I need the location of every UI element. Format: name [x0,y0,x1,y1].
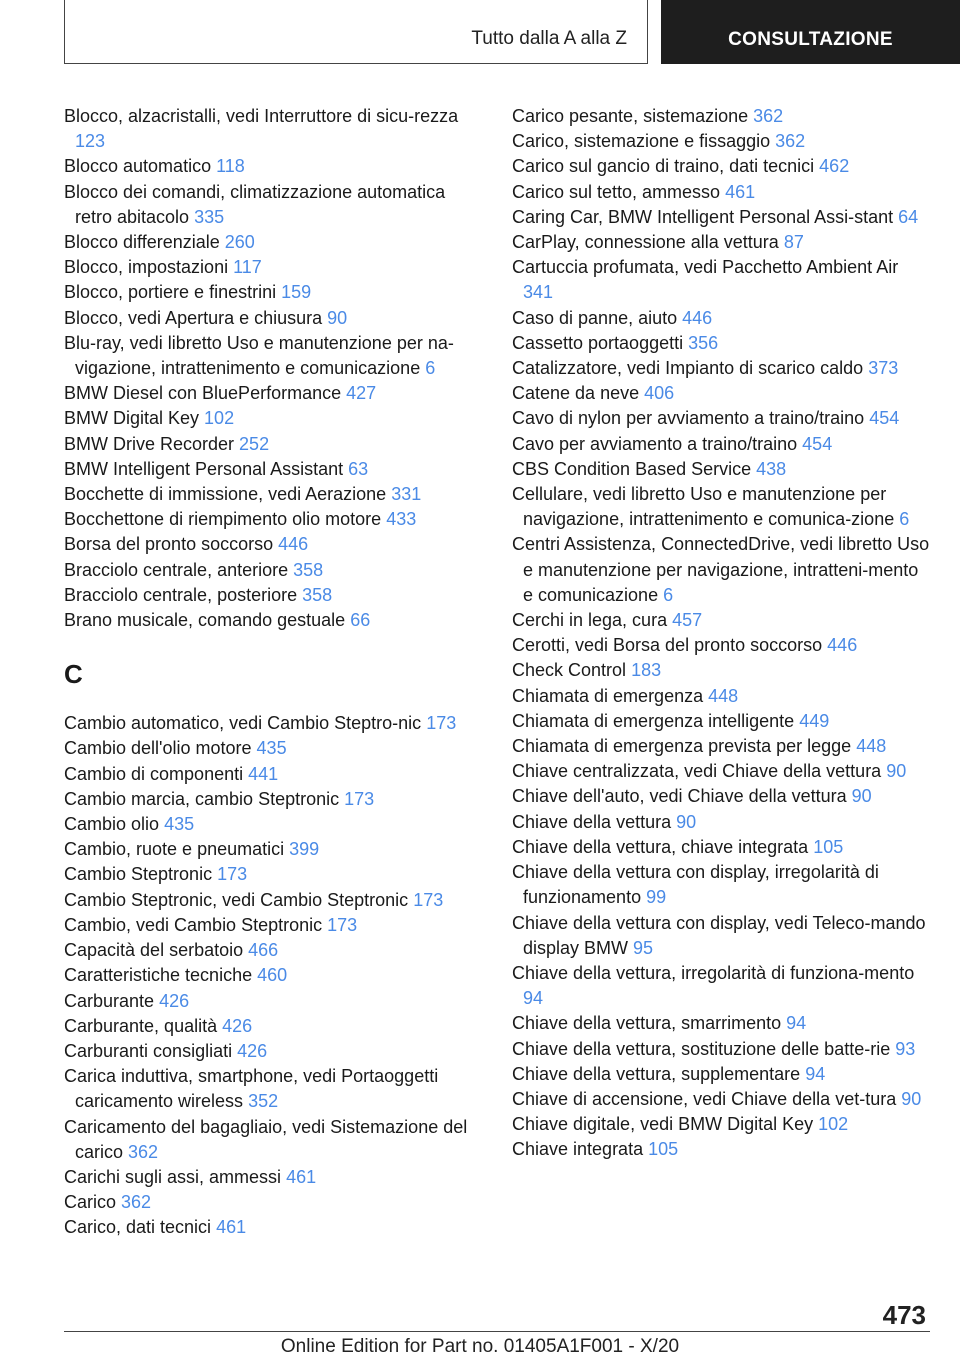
index-entry [512,1087,932,1112]
index-entry [64,963,484,988]
index-entry [512,810,932,835]
index-page-link[interactable]: 63 [348,458,369,479]
index-entry [512,1112,932,1137]
index-entry [64,1115,484,1165]
index-entry [512,154,932,179]
index-entry-term: Caso di panne, aiuto [512,307,678,328]
index-entry-term: Blocco, vedi Apertura e chiusura [64,307,323,328]
index-entry-term: Blocco differenziale [64,232,220,253]
index-page-link[interactable]: 173 [426,713,457,734]
index-page-link[interactable]: 358 [302,584,333,605]
index-page-link[interactable]: 173 [217,864,248,885]
index-page-link[interactable]: 406 [644,383,675,404]
index-entry [64,381,484,406]
index-page-link[interactable]: 90 [886,761,907,782]
index-page-link[interactable]: 123 [75,131,106,152]
index-page-link[interactable]: 461 [725,181,756,202]
index-entry-term: Cambio marcia, cambio Steptronic [64,788,340,809]
index-entry [512,457,932,482]
index-page-link[interactable]: 90 [901,1088,922,1109]
index-entry [512,608,932,633]
index-entry [64,1215,484,1240]
index-page-link[interactable]: 331 [391,484,422,505]
index-page-link[interactable]: 173 [327,914,358,935]
index-entry [64,1014,484,1039]
index-entry-term: Bocchettone di riempimento olio motore [64,509,382,530]
index-entry [64,280,484,305]
index-entry [512,356,932,381]
index-entry [512,255,932,305]
index-entry [64,432,484,457]
index-entry [512,306,932,331]
index-entry [64,306,484,331]
footer-edition: Online Edition for Part no. 01405A1F001 - X/20 [280,1336,680,1357]
index-entry [512,532,932,608]
index-page-link[interactable]: 90 [327,307,348,328]
index-entry-term: Carichi sugli assi, ammessi [64,1166,282,1187]
index-entry-term: Cartuccia profumata, vedi Pacchetto Ambient Air [512,257,899,278]
index-page-link[interactable]: 454 [802,433,833,454]
index-entry-term: Chiave integrata [512,1139,644,1160]
index-entry-term: Chiave della vettura, supplementare [512,1063,801,1084]
index-entry-term: BMW Drive Recorder [64,433,235,454]
index-entry-term: CarPlay, connessione alla vettura [512,232,779,253]
index-page-link[interactable]: 433 [386,509,417,530]
index-entry-term: Cerotti, vedi Borsa del pronto soccorso [512,635,823,656]
index-page-link[interactable]: 6 [663,584,674,605]
index-page-link[interactable]: 426 [237,1040,268,1061]
index-page-link[interactable]: 94 [786,1013,807,1034]
index-page-link[interactable]: 260 [224,232,255,253]
index-page-link[interactable]: 373 [868,358,899,379]
index-entry-term: BMW Digital Key [64,408,200,429]
index-entry [512,406,932,431]
index-entry [64,938,484,963]
index-page-link[interactable]: 159 [281,282,312,303]
index-entry-term: Capacità del serbatoio [64,940,244,961]
index-page-link[interactable]: 90 [851,786,872,807]
index-page-link[interactable]: 362 [753,106,784,126]
index-entry [64,787,484,812]
index-entry-term: Blocco automatico [64,156,212,177]
index-letter-heading: C [64,659,83,690]
index-entry-term: Chiave centralizzata, vedi Chiave della vettura [512,761,882,782]
index-page-link[interactable]: 66 [350,610,371,631]
index-page-link[interactable]: 454 [869,408,900,429]
index-entry [512,784,932,809]
index-entry-term: Carico sul tetto, ammesso [512,181,721,202]
index-entry-term: Chiave della vettura [512,811,672,832]
index-entry [64,457,484,482]
page-number: 473 [882,1300,926,1330]
index-entry-term: Cambio di componenti [64,763,244,784]
index-page-link[interactable]: 362 [121,1192,152,1213]
index-page-link[interactable]: 446 [827,635,858,656]
index-entry [64,104,484,154]
index-entry [512,835,932,860]
index-entry [512,432,932,457]
index-entry-term: Carico, sistemazione e fissaggio [512,131,771,152]
index-entry-term: Cambio, vedi Cambio Steptronic [64,914,323,935]
index-page-link[interactable]: 362 [775,131,806,152]
index-entry [512,230,932,255]
index-page-link[interactable]: 356 [688,332,719,353]
index-page-link[interactable]: 446 [278,534,309,555]
index-entry [64,1165,484,1190]
index-entry-term: Chiamata di emergenza intelligente [512,710,795,731]
index-entry [512,633,932,658]
index-page-link[interactable]: 448 [856,736,887,757]
index-entry-term: Chiave della vettura, sostituzione delle batte-rie [512,1038,891,1059]
header-chapter-tab [661,0,960,64]
index-entry [512,104,932,129]
index-page-link[interactable]: 102 [818,1114,849,1135]
index-entry-term: Catalizzatore, vedi Impianto di scarico caldo [512,358,864,379]
index-entry-term: Cassetto portaoggetti [512,332,684,353]
index-page-link[interactable]: 105 [813,836,844,857]
index-entry [64,608,484,633]
index-page-link[interactable]: 6 [425,358,436,379]
index-page-link[interactable]: 99 [646,887,667,908]
index-page-link[interactable]: 64 [898,206,919,227]
index-page-link[interactable]: 352 [248,1091,279,1112]
index-entry [512,684,932,709]
index-entry [512,180,932,205]
index-page-link[interactable]: 466 [248,940,279,961]
index-page-link[interactable]: 426 [222,1015,253,1036]
index-entry-term: Chiave della vettura, irregolarità di funziona-mento [512,962,915,983]
index-entry [512,1037,932,1062]
index-page-link[interactable]: 438 [756,458,787,479]
index-page-link[interactable]: 93 [895,1038,916,1059]
index-entry [512,331,932,356]
index-entry [64,331,484,381]
index-page-link[interactable]: 441 [248,763,279,784]
footer-divider [64,1331,930,1332]
header-chapter-title: CONSULTAZIONE [728,29,893,50]
index-entry-term: Cambio automatico, vedi Cambio Steptro-nic [64,713,422,734]
index-entry-term: Chiave dell'auto, vedi Chiave della vettura [512,786,847,807]
index-entry [512,482,932,532]
index-entry [64,255,484,280]
index-entry-term: Blocco, impostazioni [64,257,229,278]
index-entry [64,862,484,887]
index-entry-term: Bocchette di immissione, vedi Aerazione [64,484,387,505]
index-entry-term: Cavo per avviamento a traino/traino [512,433,798,454]
index-entry-term: Carica induttiva, smartphone, vedi Portaoggetti caricamento wireless [64,1066,439,1112]
index-entry [512,1137,932,1162]
index-page-link[interactable]: 94 [523,988,544,1009]
index-entry [512,658,932,683]
index-entry [64,837,484,862]
index-entry-term: CBS Condition Based Service [512,458,752,479]
index-entry [512,911,932,961]
index-entry [512,860,932,910]
header-section-box [64,0,648,64]
index-page-link[interactable]: 461 [216,1217,247,1238]
index-column-left [64,104,484,1241]
index-entry-term: Carico [64,1192,117,1213]
index-entry-term: Chiave digitale, vedi BMW Digital Key [512,1114,814,1135]
index-page-link[interactable]: 460 [257,965,288,986]
index-entry [64,406,484,431]
header-section-title: Tutto dalla A alla Z [471,28,627,49]
index-page-link[interactable]: 94 [805,1063,826,1084]
index-entry [64,532,484,557]
index-entry-term: Cavo di nylon per avviamento a traino/traino [512,408,865,429]
index-entry-term: Carico pesante, sistemazione [512,106,749,126]
index-entry-term: Brano musicale, comando gestuale [64,610,346,631]
index-entry [64,1039,484,1064]
index-entry [64,1064,484,1114]
index-page-link[interactable]: 173 [344,788,375,809]
index-entry [64,583,484,608]
index-entry [64,736,484,761]
index-entry [512,709,932,734]
index-entry-term: Carico sul gancio di traino, dati tecnici [512,156,815,177]
index-entry [64,812,484,837]
index-entry-term: BMW Diesel con BluePerformance [64,383,342,404]
index-entry-term: Borsa del pronto soccorso [64,534,274,555]
index-entry-term: Chiave della vettura, chiave integrata [512,836,809,857]
index-entry-term: Catene da neve [512,383,640,404]
index-page-link[interactable]: 358 [293,559,324,580]
index-page-link[interactable]: 446 [682,307,713,328]
index-entry [64,482,484,507]
index-entry-term: Cambio olio [64,814,160,835]
index-entry [64,507,484,532]
index-entry-term: BMW Intelligent Personal Assistant [64,458,344,479]
index-entry [64,888,484,913]
index-entry-term: Cambio Steptronic [64,864,213,885]
index-page-link[interactable]: 448 [708,685,739,706]
index-page-link[interactable]: 362 [128,1141,159,1162]
index-entry-term: Carburanti consigliati [64,1040,233,1061]
index-entry [64,558,484,583]
index-entry [512,205,932,230]
index-page-link[interactable]: 435 [256,738,287,759]
index-page-link[interactable]: 449 [799,710,830,731]
index-page-link[interactable]: 90 [676,811,697,832]
index-entry [64,230,484,255]
index-entry-term: Carburante [64,990,155,1011]
index-entry-term: Blocco, portiere e finestrini [64,282,277,303]
index-entry-term: Caring Car, BMW Intelligent Personal Assi-stant [512,206,894,227]
index-entry-term: Cerchi in lega, cura [512,610,668,631]
index-page-link[interactable]: 173 [413,889,444,910]
index-entry-term: Cambio dell'olio motore [64,738,252,759]
index-page-link[interactable]: 118 [216,156,245,177]
index-page-link[interactable]: 105 [648,1139,679,1160]
index-entry-term: Chiamata di emergenza [512,685,704,706]
index-entry-term: Carburante, qualità [64,1015,218,1036]
index-page-link[interactable]: 252 [239,433,270,454]
index-page-link[interactable]: 95 [633,937,654,958]
index-entry [64,154,484,179]
index-entry [512,1062,932,1087]
index-entry-term: Bracciolo centrale, posteriore [64,584,298,605]
index-entry [512,129,932,154]
index-page-link[interactable]: 335 [194,206,225,227]
index-entry [64,180,484,230]
index-entry-term: Chiamata di emergenza prevista per legge [512,736,852,757]
index-entry-term: Cambio Steptronic, vedi Cambio Steptronic [64,889,409,910]
index-entry-term: Check Control [512,660,627,681]
index-entry-term: Chiave della vettura, smarrimento [512,1013,782,1034]
index-entry-term: Caricamento del bagagliaio, vedi Sistemazione del carico [64,1116,468,1162]
index-entry-term: Blocco dei comandi, climatizzazione automatica retro abitacolo [64,181,446,227]
index-entry [64,762,484,787]
index-entry-term: Centri Assistenza, ConnectedDrive, vedi libretto Uso e manutenzione per navigazione, intratteni-mento e comunicazione [512,534,930,605]
index-entry [512,734,932,759]
index-entry-term: Chiave di accensione, vedi Chiave della vet-tura [512,1088,897,1109]
index-page-link[interactable]: 6 [899,509,910,530]
index-page-link[interactable]: 102 [204,408,235,429]
index-entry-term: Bracciolo centrale, anteriore [64,559,289,580]
index-entry [64,1190,484,1215]
index-entry-term: Cambio, ruote e pneumatici [64,839,285,860]
index-page-link[interactable]: 426 [159,990,190,1011]
index-entry-term: Blu-ray, vedi libretto Uso e manutenzione per na-vigazione, intrattenimento e comunicazione [64,332,454,379]
index-entry [64,913,484,938]
index-entry-term: Caratteristiche tecniche [64,965,253,986]
index-page-link[interactable]: 457 [672,610,703,631]
index-entry-term: Cellulare, vedi libretto Uso e manutenzione per navigazione, intrattenimento e comunica-zione [512,484,895,530]
index-page-link[interactable]: 462 [819,156,850,177]
index-entry [512,961,932,1011]
index-entry [512,1011,932,1036]
index-page-link[interactable]: 183 [631,660,662,681]
index-page-link[interactable]: 399 [289,839,320,860]
index-column-right [512,104,932,1163]
index-entry-term: Carico, dati tecnici [64,1217,212,1238]
index-page-link[interactable]: 461 [286,1166,317,1187]
index-page-link[interactable]: 341 [523,282,554,303]
index-page-link[interactable]: 435 [164,814,195,835]
index-page-link[interactable]: 117 [233,257,262,278]
index-entry [64,989,484,1014]
index-page-link[interactable]: 87 [783,232,804,253]
index-entry-term: Blocco, alzacristalli, vedi Interruttore di sicu-rezza [64,106,459,126]
index-entry [512,759,932,784]
index-entry [512,381,932,406]
index-entry-term: Chiave della vettura con display, irregolarità di funzionamento [512,862,879,908]
index-page-link[interactable]: 427 [346,383,377,404]
index-entry-term: Chiave della vettura con display, vedi Teleco-mando display BMW [512,912,926,958]
index-entry [64,711,484,736]
